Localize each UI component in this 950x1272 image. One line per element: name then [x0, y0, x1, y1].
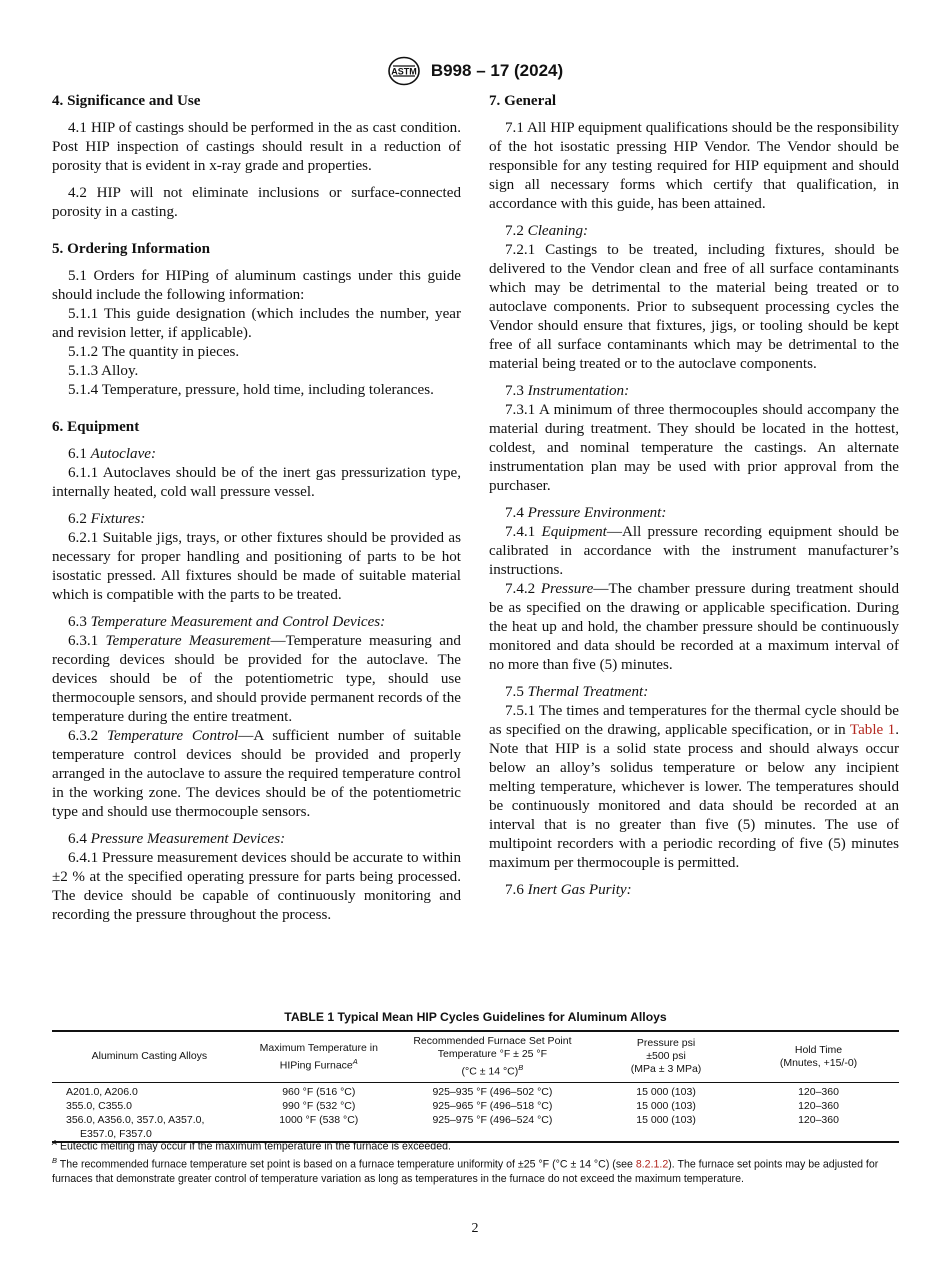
section-7-heading: 7. General	[489, 93, 557, 109]
para-5-1-1: 5.1.1 This guide designation (which includes the number, year and revision letter, if applicable).	[52, 306, 461, 341]
header-max-temp: Maximum Temperature in HIPing Furnace$^A$	[259, 1041, 378, 1071]
left-column	[52, 92, 461, 925]
header-set-point: Recommended Furnace Set Point Temperature °F ± 25 °F (°C ± 14 °C)$^B$	[413, 1035, 572, 1078]
table-row: 355.0, C355.0 990 °F (532 °C) 925–965 °F (496–518 °C) 15 000 (103) 120–360	[66, 1099, 839, 1112]
para-7-3: 7.3 Instrumentation:	[505, 383, 630, 399]
hip-cycles-table	[52, 1030, 899, 1143]
astm-logo-icon	[387, 56, 421, 86]
para-6-3: 6.3 Temperature Measurement and Control Devices:	[68, 614, 386, 630]
footnote-b: $^B$ The recommended furnace temperature set point is based on a furnace temperature uniformity of ±25 °F (°C ± 14 °C) (see 8.2.1.2). The furnace set points may be adjusted for furnaces that demonstrate greater control of temperature variation as long as temperatures in the furnace do not exceed the maximum temperature.	[52, 1156, 879, 1186]
para-7-1: 7.1 All HIP equipment qualifications should be the responsibility of the hot isostatic pressing HIP Vendor. The Vendor should be responsible for any testing required for HIP equipment and should sign all necessary forms which certify that qualification, in accordance with this guide, has been attained.	[489, 120, 899, 212]
right-column	[489, 92, 899, 900]
para-7-4-1: 7.4.1 Equipment—All pressure recording equipment should be calibrated in accordance with the instrument manufacturer’s instructions.	[489, 524, 899, 578]
para-7-2-1: 7.2.1 Castings to be treated, including fixtures, should be delivered to the Vendor clean and free of all surface contaminants which may be detrimental to the material being treated or to autoclave components. Prior to subsequent processing cycles the Vendor should ensure that fixtures, jigs, or tooling should be kept free of all surface contaminants which may be detrimental to the material being treated or to the autoclave components.	[489, 242, 899, 372]
para-7-3-1: 7.3.1 A minimum of three thermocouples should accompany the material during treatment. They should be located in the hottest, coldest, and nominal temperature the castings. An alternate instrumentation plan may be used with prior approval from the purchaser.	[489, 402, 899, 494]
header-pressure: Pressure psi ±500 psi (MPa ± 3 MPa)	[630, 1037, 702, 1076]
section-6-heading: 6. Equipment	[52, 419, 140, 435]
table-header-row	[52, 1031, 899, 1082]
para-7-5-1: 7.5.1 The times and temperatures for the thermal cycle should be as specified on the drawing, applicable specification, or in Table 1. Note that HIP is a solid state process and should always occur below an alloy’s solidus temperature or below any incipient melting temperature, whichever is lower. The temperatures should be continuously monitored and data should be recorded at an interval that is no greater than five (5) minutes. The use of multipoint recorders with a periodic recording of five (5) minutes maximum per thermocouple is permitted.	[489, 703, 899, 871]
para-7-5: 7.5 Thermal Treatment:	[505, 684, 649, 700]
para-6-4: 6.4 Pressure Measurement Devices:	[68, 831, 286, 847]
para-6-3-1: 6.3.1 Temperature Measurement—Temperature measuring and recording devices should be provided for the autoclave. The devices should be of the potentiometric type, should use thermocouple sensors, and should provide permanent records of the temperature during the entire treatment.	[52, 633, 461, 725]
table-row: 356.0, A356.0, 357.0, A357.0, E357.0, F357.0 1000 °F (538 °C) 925–975 °F (496–524 °C) 15 000 (103) 120–360	[52, 1113, 899, 1142]
para-7-2: 7.2 Cleaning:	[505, 223, 589, 239]
page-header	[0, 56, 950, 86]
para-5-1-4: 5.1.4 Temperature, pressure, hold time, including tolerances.	[68, 382, 434, 398]
para-6-2: 6.2 Fixtures:	[68, 511, 146, 527]
para-5-1-3: 5.1.3 Alloy.	[68, 363, 139, 379]
para-4-2: 4.2 HIP will not eliminate inclusions or surface-connected porosity in a casting.	[52, 185, 461, 220]
standard-designation: B998 – 17 (2024)	[430, 61, 564, 80]
table-row: A201.0, A206.0 960 °F (516 °C) 925–935 °F (496–502 °C) 15 000 (103) 120–360	[66, 1085, 839, 1098]
para-6-4-1: 6.4.1 Pressure measurement devices should be accurate to within ±2 % at the specified operating pressure for parts being processed. The device should be capable of continuously monitoring and recording the pressure throughout the process.	[52, 850, 461, 923]
para-4-1: 4.1 HIP of castings should be performed in the as cast condition. Post HIP inspection of castings should result in a reduction of porosity that is evident in x-ray grade and properties.	[52, 120, 461, 174]
para-5-1-2: 5.1.2 The quantity in pieces.	[68, 344, 240, 360]
table-1	[52, 1010, 899, 1143]
para-7-4: 7.4 Pressure Environment:	[505, 505, 667, 521]
footnote-a: $^A$ Eutectic melting may occur if the maximum temperature in the furnace is exceeded.	[52, 1138, 451, 1153]
header-hold-time: Hold Time (Mnutes, +15/-0)	[779, 1043, 858, 1069]
para-5-1: 5.1 Orders for HIPing of aluminum castings under this guide should include the following information:	[52, 268, 461, 303]
page-number: 2	[471, 1221, 479, 1236]
para-6-1-1: 6.1.1 Autoclaves should be of the inert gas pressurization type, internally heated, cold wall pressure vessel.	[52, 465, 461, 500]
table-footnotes	[52, 1136, 899, 1187]
section-4-heading: 4. Significance and Use	[52, 93, 201, 109]
para-6-1: 6.1 Autoclave:	[68, 446, 157, 462]
header-alloys: Aluminum Casting Alloys	[91, 1050, 208, 1063]
para-6-3-2: 6.3.2 Temperature Control—A sufficient number of suitable temperature control devices should be provided and properly arranged in the autoclave to assure the required temperature control in the working zone. The devices should be of the potentiometric type and should use thermocouple sensors.	[52, 728, 461, 820]
para-7-6: 7.6 Inert Gas Purity:	[505, 882, 632, 898]
section-8-2-1-2-link[interactable]: 8.2.1.2	[635, 1158, 669, 1171]
svg-text:ASTM: ASTM	[391, 66, 417, 77]
table-1-link[interactable]: Table 1	[849, 722, 896, 738]
para-6-2-1: 6.2.1 Suitable jigs, trays, or other fixtures should be provided as necessary for proper handling and positioning of parts to be hot isostatic pressed. All fixtures should be made of suitable material which is compatible with the parts to be treated.	[52, 530, 461, 603]
section-5-heading: 5. Ordering Information	[52, 241, 211, 257]
para-7-4-2: 7.4.2 Pressure—The chamber pressure during treatment should be as specified on the drawing or applicable specification. During the heat up and hold, the chamber pressure should be continuously monitored and data should be recorded at a maximum interval of no more than five (5) minutes.	[489, 581, 899, 673]
table-title: TABLE 1 Typical Mean HIP Cycles Guidelines for Aluminum Alloys	[284, 1010, 667, 1024]
